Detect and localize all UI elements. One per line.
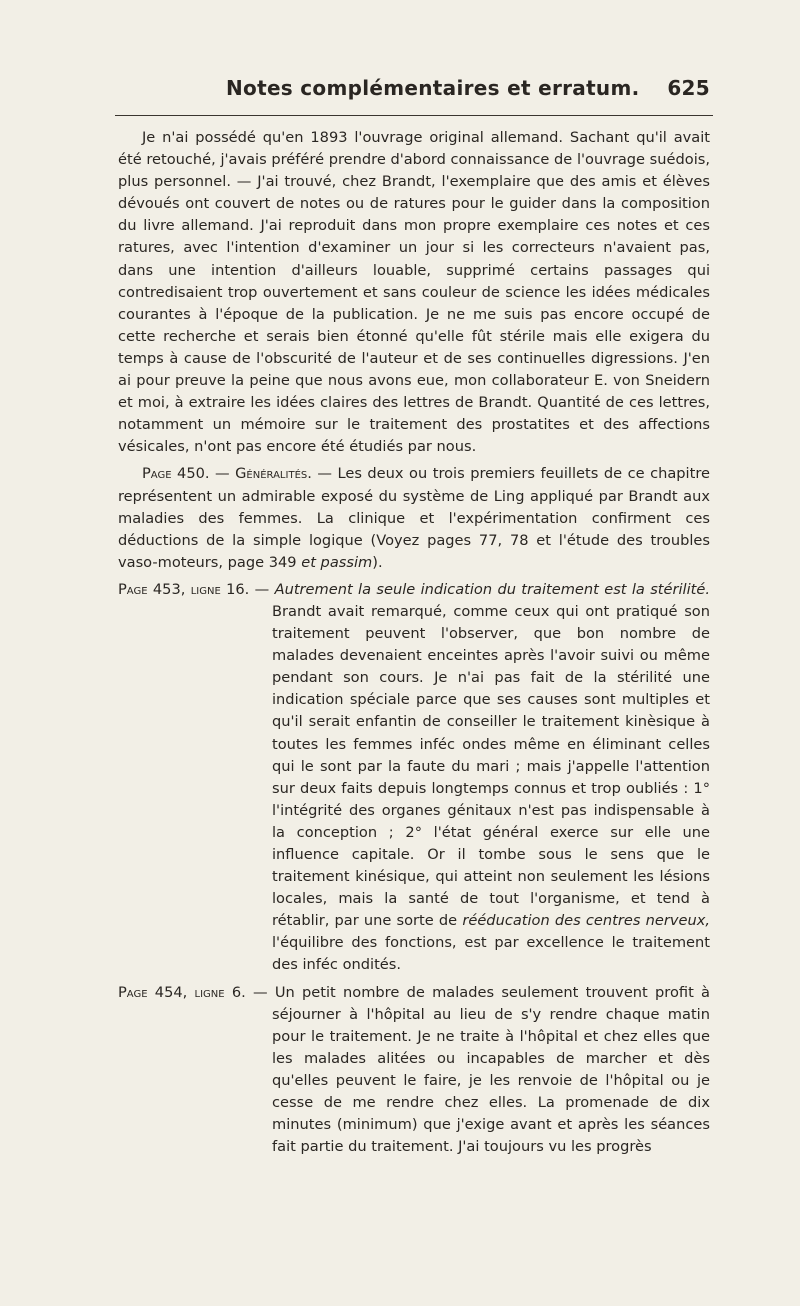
note-454-dash: — xyxy=(253,983,268,1001)
note-453-italic: rééducation des centres nerveux, xyxy=(462,912,711,930)
note-450-ref: Page 450. xyxy=(142,465,210,483)
paragraph-1: Je n'ai possédé qu'en 1893 l'ouvrage original allemand. Sachant qu'il avait été retouché, j'avais préféré prendre d'abord connaissance de l'ouvrage suédois, plus personnel. — J'ai trouvé, chez Brandt, l'exemplaire que des amis et élèves dévoués ont couvert de notes ou de ratures pour le guider dans la composition du livre allemand. J'ai reproduit dans mon propre exemplaire ces notes et ces ratures, avec l'intention d'examiner un jour si les correcteurs n'avaient pas, dans une intention d'ailleurs louable, supprimé certains passages qui contredisaient trop ouvertement et sans couleur de science les idées médicales courantes à l'époque de la publication. Je ne me suis pas encore occupé de cette recherche et serais bien étonné qu'elle fût stérile mais elle exigera du temps à cause de l'obscurité de l'auteur et de ses continuelles digressions. J'en ai pour preuve la peine que nous avons eue, mon collaborateur E. von Sneidern et moi, à extraire les idées claires des lettres de Brandt. Quantité de ces lettres, notamment un mémoire sur le traitement des prostatites et des affections vésicales, n'ont pas encore été étudiés par nous. xyxy=(118,129,710,456)
note-page-450 xyxy=(118,463,710,573)
note-453-heading: Autrement la seule indication du traitement est la stérilité. xyxy=(274,580,710,598)
note-453-first-line xyxy=(118,579,710,977)
note-453-text-b: l'équilibre des fonctions, est par excellence le traitement des inféc ondités. xyxy=(272,934,710,974)
note-450-dash: — xyxy=(215,465,230,483)
note-453-dash: — xyxy=(254,580,270,598)
page-title: Notes complémentaires et erratum. xyxy=(226,76,640,100)
page-header xyxy=(118,76,710,100)
note-450-label: Généralités. xyxy=(235,465,312,483)
note-page-454 xyxy=(118,982,710,1159)
note-454-text: Un petit nombre de malades seulement trouvent profit à séjourner à l'hôpital au lieu de s'y rendre chaque matin pour le traitement. Je ne traite à l'hôpital et chez elles que les malades alitées ou incapables de marcher et dès qu'elles peuvent le faire, je les renvoie de l'hôpital ou je cesse de me rendre chez elles. La promenade de dix minutes (minimum) que j'exige avant et après les séances fait partie du traitement. J'ai toujours vu les progrès xyxy=(272,983,710,1156)
note-453-text-a: Brandt avait remarqué, comme ceux qui ont pratiqué son traitement peuvent l'observer, que bon nombre de malades devenaient enceintes après l'avoir suivi ou même pendant son cours. Je n'ai pas fait de la stérilité une indication spéciale parce que ses causes sont multiples et qu'il serait enfantin de conseiller le traitement kinèsique à toutes les femmes inféc ondes même en éliminant celles qui le sont par la faute du mari ; mais j'appelle l'attention sur deux faits depuis longtemps connus et trop oubliés : 1° l'intégrité des organes génitaux n'est pas indispensable à la conception ; 2° l'état général exerce sur elle une influence capitale. Or il tombe sous le sens que le traitement kinésique, qui atteint non seulement les lésions locales, mais la santé de tout l'organisme, et tend à rétablir, par une sorte de xyxy=(272,602,710,930)
page-number: 625 xyxy=(667,76,710,100)
page-body xyxy=(118,127,710,1158)
note-450-text-a: — Les deux ou trois premiers feuillets de ce chapitre représentent un admirable exposé du système de Ling appliqué par Brandt aux maladies des femmes. La clinique et l'expérimentation confirment ces déductions de la simple logique (Voyez pages 77, 78 et l'étude des troubles vaso-moteurs, page 349 xyxy=(118,465,710,571)
note-450-text-b: ). xyxy=(372,553,383,571)
note-450-italic: et passim xyxy=(301,553,373,571)
header-rule xyxy=(115,115,713,116)
note-453-ref: Page 453, ligne 16. xyxy=(118,580,250,598)
note-454-ref: Page 454, ligne 6. xyxy=(118,983,246,1001)
note-454-first-line xyxy=(118,982,710,1159)
note-page-453 xyxy=(118,579,710,977)
